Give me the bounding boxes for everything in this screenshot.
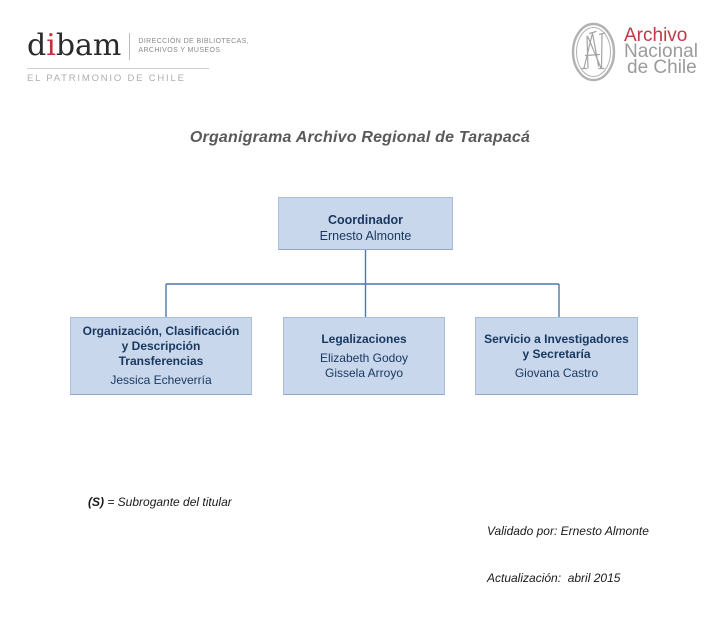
dibam-wordmark-accent: i bbox=[46, 28, 56, 63]
org-node-servicio-title-line2: y Secretaría bbox=[522, 346, 591, 361]
org-node-organizacion bbox=[70, 317, 252, 395]
legend-subrogante bbox=[88, 495, 232, 509]
org-node-organizacion-title bbox=[83, 324, 240, 369]
validated-by-text: Validado por: Ernesto Almonte bbox=[487, 524, 649, 538]
updated-text: Actualización: abril 2015 bbox=[487, 570, 621, 585]
org-node-organizacion-person: Jessica Echeverría bbox=[110, 373, 212, 387]
dibam-division-line1: DIRECCIÓN DE BIBLIOTECAS, bbox=[138, 38, 250, 45]
archivo-nacional-line2: Nacional bbox=[624, 41, 698, 62]
archivo-nacional-line1: Archivo bbox=[624, 25, 688, 46]
org-node-organizacion-title-line2: y Descripción bbox=[121, 339, 201, 353]
org-node-coordinador-title: Coordinador bbox=[328, 212, 403, 227]
dibam-division-line2: ARCHIVOS Y MUSEOS bbox=[138, 47, 221, 54]
dibam-wordmark-part1: d bbox=[27, 28, 47, 63]
dibam-tagline: EL PATRIMONIO DE CHILE bbox=[27, 73, 186, 84]
dibam-wordmark-part2: bam bbox=[55, 28, 122, 63]
page-title: Organigrama Archivo Regional de Tarapacá bbox=[189, 129, 531, 146]
org-node-organizacion-title-line1: Organización, Clasificación bbox=[82, 324, 240, 338]
org-node-organizacion-title-line3: Transferencias bbox=[118, 354, 204, 368]
validation-block bbox=[487, 493, 649, 617]
org-node-servicio-title bbox=[484, 332, 629, 362]
org-node-legalizaciones-person1: Elizabeth Godoy bbox=[319, 350, 409, 365]
legend-text: = Subrogante del titular bbox=[104, 495, 232, 509]
org-node-servicio-title-line1: Servicio a Investigadores bbox=[484, 331, 629, 346]
org-node-servicio-person: Giovana Castro bbox=[514, 365, 599, 380]
org-node-legalizaciones-person2: Gissela Arroyo bbox=[324, 365, 404, 380]
org-node-legalizaciones bbox=[283, 317, 445, 395]
org-node-servicio bbox=[475, 317, 638, 395]
org-node-coordinador bbox=[278, 197, 453, 250]
legend-prefix: (S) bbox=[88, 495, 104, 509]
org-node-coordinador-person: Ernesto Almonte bbox=[319, 228, 412, 243]
org-node-legalizaciones-title: Legalizaciones bbox=[321, 331, 407, 346]
archivo-nacional-line3: de Chile bbox=[627, 57, 697, 78]
